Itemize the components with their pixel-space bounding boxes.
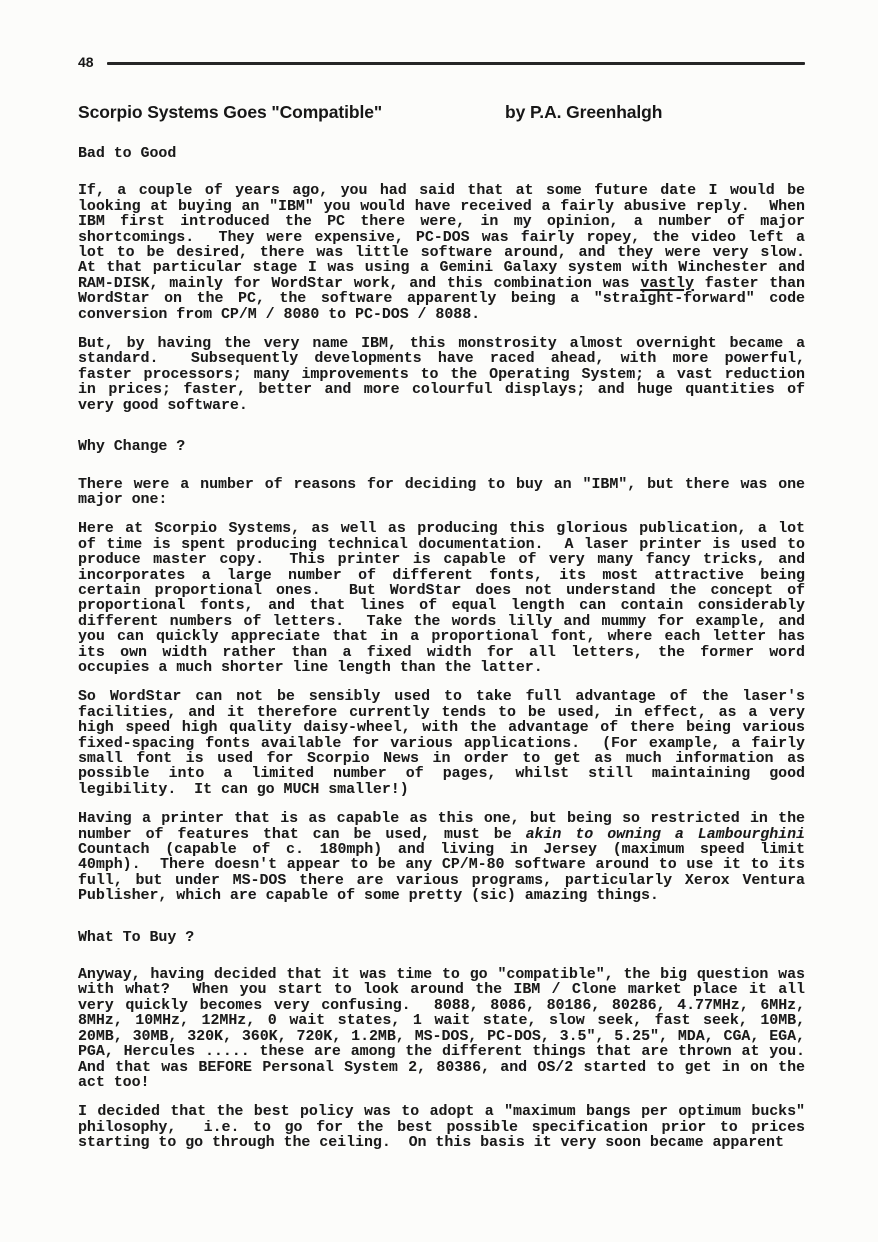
text-line <box>78 261 805 276</box>
text-segment: So WordStar can not be sensibly used to take full advantage of the laser's <box>78 689 805 706</box>
text-line <box>78 231 805 246</box>
text-line <box>78 661 805 676</box>
paragraph <box>78 1105 805 1151</box>
text-segment: And that was BEFORE Personal System 2, 80386, and OS/2 started to get in on the <box>78 1059 805 1076</box>
text-segment: I decided that the best policy was to adopt a "maximum bangs per optimum bucks" <box>78 1104 805 1121</box>
text-segment: But, by having the very name IBM, this monstrosity almost overnight became a <box>78 336 805 353</box>
text-line <box>78 337 805 352</box>
paragraph <box>78 690 805 798</box>
text-line <box>78 646 805 661</box>
page-header <box>78 54 805 70</box>
text-line <box>78 858 805 873</box>
text-line <box>78 538 805 553</box>
text-segment: faster than <box>693 275 805 292</box>
text-line <box>78 308 805 323</box>
text-line <box>78 493 805 508</box>
text-line <box>78 352 805 367</box>
text-line <box>78 553 805 568</box>
text-line <box>78 478 805 493</box>
text-line <box>78 1136 805 1151</box>
text-line <box>78 1105 805 1120</box>
title-row <box>78 102 805 126</box>
section-heading: Why Change ? <box>78 439 186 456</box>
text-line <box>78 752 805 767</box>
text-line <box>78 1076 805 1091</box>
text-segment: Having a printer that is as capable as this one, but being so restricted in the <box>78 811 805 828</box>
text-line <box>78 522 805 537</box>
text-line <box>78 843 805 858</box>
paragraph <box>78 184 805 323</box>
text-line <box>78 968 805 983</box>
header-rule <box>107 62 805 65</box>
text-line <box>78 983 805 998</box>
text-line <box>78 783 805 798</box>
text-line <box>78 184 805 199</box>
text-line <box>78 292 805 307</box>
text-segment: IBM first introduced the PC there were, in my opinion, a number of major <box>78 214 805 231</box>
text-segment: If, a couple of years ago, you had said that at some future date I would be <box>78 183 805 200</box>
text-segment: legibility. It can go MUCH smaller!) <box>78 781 409 798</box>
paragraph <box>78 812 805 904</box>
paragraph <box>78 337 805 414</box>
text-line <box>78 1045 805 1060</box>
text-line <box>78 584 805 599</box>
text-segment: different numbers of letters. Take the words lilly and mummy for example, and <box>78 613 805 630</box>
paragraph <box>78 522 805 676</box>
text-line <box>78 246 805 261</box>
article-title: Scorpio Systems Goes "Compatible" <box>78 102 383 122</box>
italic-text: akin to owning a Lambourghini <box>525 826 805 843</box>
text-segment: full, but under MS-DOS there are various programs, particularly Xerox Ventura <box>78 872 805 889</box>
text-segment: 20MB, 30MB, 320K, 360K, 720K, 1.2MB, MS-DOS, PC-DOS, 3.5", 5.25", MDA, CGA, EGA, <box>78 1028 805 1045</box>
text-segment: RAM-DISK, mainly for WordStar work, and this combination was <box>78 275 641 292</box>
text-segment: At that particular stage I was using a Gemini Galaxy system with Winchester and <box>78 260 805 277</box>
text-segment: very quickly becomes very confusing. 8088, 8086, 80186, 80286, 4.77MHz, 6MHz, <box>78 997 805 1014</box>
text-line <box>78 999 805 1014</box>
text-line <box>78 599 805 614</box>
text-line <box>78 200 805 215</box>
text-segment: faster processors; many improvements to the Operating System; a vast reduction <box>78 366 805 383</box>
text-segment: small font is used for Scorpio News in order to get as much information as <box>78 751 805 767</box>
section-heading: What To Buy ? <box>78 929 195 946</box>
text-segment: incorporates a large number of different fonts, its most attractive being <box>78 567 805 584</box>
text-segment: act too! <box>78 1074 150 1091</box>
text-line <box>78 828 805 843</box>
text-line <box>78 615 805 630</box>
text-segment: shortcomings. They were expensive, PC-DOS was fairly ropey, the video left a <box>78 229 805 246</box>
text-segment: starting to go through the ceiling. On this basis it very soon became apparent <box>78 1135 784 1152</box>
page-number: 48 <box>78 54 94 70</box>
section-heading: Bad to Good <box>78 146 177 162</box>
underlined-text: vastly <box>640 275 694 292</box>
text-line <box>78 874 805 889</box>
text-line <box>78 368 805 383</box>
text-line <box>78 812 805 827</box>
paragraph <box>78 478 805 509</box>
text-segment: lot to be desired, there was little software around, and they were very slow. <box>78 245 805 262</box>
paragraph <box>78 968 805 1091</box>
text-line <box>78 1121 805 1136</box>
text-segment: possible into a limited number of pages, whilst still maintaining good <box>78 766 805 783</box>
text-line <box>78 1014 805 1029</box>
text-segment: There were a number of reasons for deciding to buy an "IBM", but there was one <box>78 476 805 493</box>
text-segment: conversion from CP/M / 8080 to PC-DOS / 8088. <box>78 306 481 323</box>
text-segment: Publisher, which are capable of some pretty (sic) amazing things. <box>78 888 659 905</box>
text-segment: fixed-spacing fonts available for various applications. (For example, a fairly <box>78 735 805 752</box>
text-line <box>78 630 805 645</box>
text-line <box>78 215 805 230</box>
text-line <box>78 383 805 398</box>
text-segment: major one: <box>78 491 168 508</box>
text-segment: Countach (capable of c. 180mph) and living in Jersey (maximum speed limit <box>78 842 805 859</box>
text-segment: looking at buying an "IBM" you would have received a fairly abusive reply. When <box>78 198 805 215</box>
text-segment: number of features that can be used, must be <box>78 826 526 843</box>
text-line <box>78 277 805 292</box>
article-byline: by P.A. Greenhalgh <box>505 102 663 122</box>
text-line <box>78 767 805 782</box>
text-line <box>78 1061 805 1076</box>
text-segment: 8MHz, 10MHz, 12MHz, 0 wait states, 1 wait state, slow seek, fast seek, 10MB, <box>78 1013 805 1030</box>
text-segment: WordStar on the PC, the software apparently being a "straight-forward" code <box>78 291 805 308</box>
text-segment: facilities, and it therefore currently tends to be used, in effect, as a very <box>78 704 805 721</box>
text-segment: with what? When you start to look around the IBM / Clone market place it all <box>78 982 805 999</box>
text-segment: standard. Subsequently developments have raced ahead, with more powerful, <box>78 351 805 368</box>
text-line <box>78 1030 805 1045</box>
text-segment: its own width rather than a fixed width for all letters, the former word <box>78 644 805 661</box>
text-segment: Here at Scorpio Systems, as well as producing this glorious publication, a lot <box>78 521 805 538</box>
text-segment: Anyway, having decided that it was time to go "compatible", the big question was <box>78 967 805 984</box>
article-body <box>78 147 805 1166</box>
text-segment: of time is spent producing technical documentation. A laser printer is used to <box>78 536 805 553</box>
text-segment: philosophy, i.e. to go for the best possible specification prior to prices <box>78 1119 805 1136</box>
text-segment: proportional fonts, and that lines of equal length can contain considerably <box>78 598 805 615</box>
text-segment: high speed high quality daisy-wheel, with the advantage of there being various <box>78 720 805 737</box>
text-segment: very good software. <box>78 397 248 414</box>
text-segment: produce master copy. This printer is capable of very many fancy tricks, and <box>78 552 805 569</box>
text-line <box>78 706 805 721</box>
text-segment: in prices; faster, better and more colourful displays; and huge quantities of <box>78 382 805 399</box>
text-line <box>78 737 805 752</box>
text-line <box>78 889 805 904</box>
text-segment: certain proportional ones. But WordStar does not understand the concept of <box>78 582 805 599</box>
text-line <box>78 569 805 584</box>
text-segment: occupies a much shorter line length than the latter. <box>78 659 543 676</box>
text-segment: PGA, Hercules ..... these are among the different things that are thrown at you. <box>78 1044 805 1061</box>
text-segment: 40mph). There doesn't appear to be any CP/M-80 software around to use it to its <box>78 857 805 874</box>
text-line <box>78 721 805 736</box>
text-line <box>78 399 805 414</box>
text-line <box>78 690 805 705</box>
text-segment: you can quickly appreciate that in a proportional font, where each letter has <box>78 629 805 646</box>
